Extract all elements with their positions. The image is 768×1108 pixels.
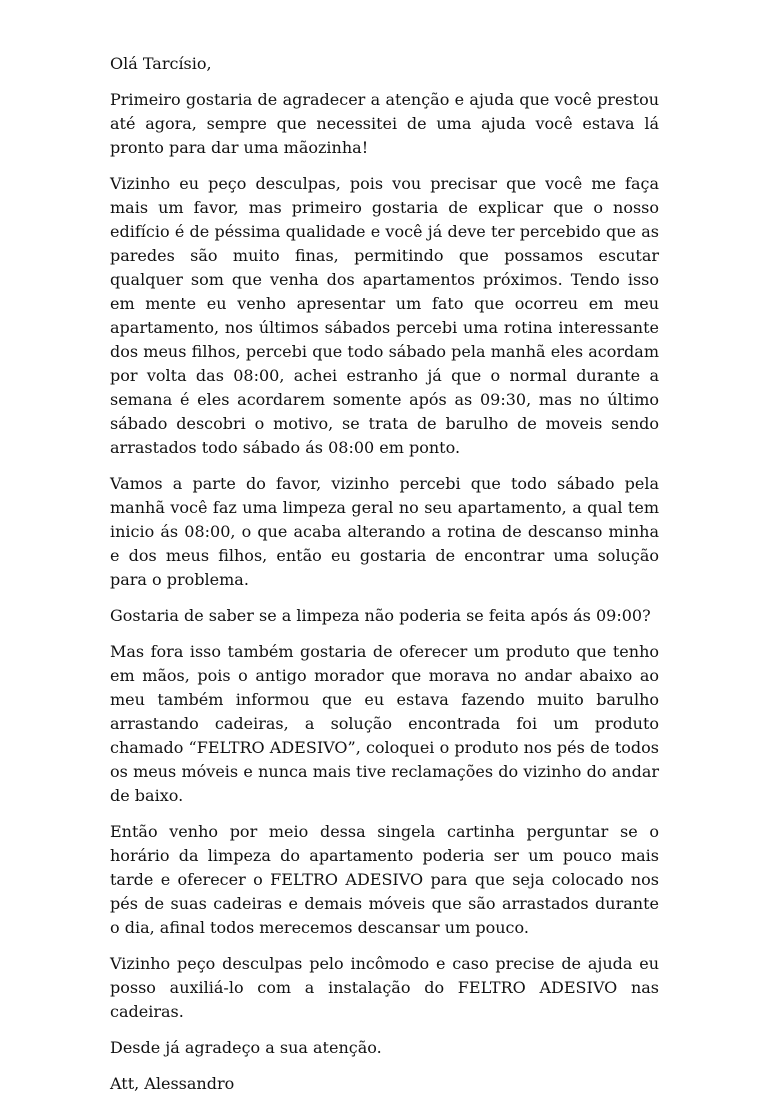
letter-greeting: Olá Tarcísio, xyxy=(110,54,212,73)
letter-body xyxy=(110,52,659,1108)
letter-paragraph: Primeiro gostaria de agradecer a atenção e ajuda que você prestou até agora, sempre que necessitei de uma ajuda você estava lá pronto para dar uma mãozinha! xyxy=(110,90,659,157)
letter-signature: Att, Alessandro xyxy=(110,1074,235,1093)
letter-paragraph: Vizinho eu peço desculpas, pois vou precisar que você me faça mais um favor, mas primeiro gostaria de explicar que o nosso edifício é de péssima qualidade e você já deve ter percebido que as paredes são muito finas, permitindo que possamos escutar qualquer som que venha dos apartamentos próximos. Tendo isso em mente eu venho apresentar um fato que ocorreu em meu apartamento, nos últimos sábados percebi uma rotina interessante dos meus filhos, percebi que todo sábado pela manhã eles acordam por volta das 08:00, achei estranho já que o normal durante a semana é eles acordarem somente após as 09:30, mas no último sábado descobri o motivo, se trata de barulho de moveis sendo arrastados todo sábado ás 08:00 em ponto. xyxy=(110,174,659,457)
letter-paragraph: Vamos a parte do favor, vizinho percebi que todo sábado pela manhã você faz uma limpeza geral no seu apartamento, a qual tem inicio ás 08:00, o que acaba alterando a rotina de descanso minha e dos meus filhos, então eu gostaria de encontrar uma solução para o problema. xyxy=(110,474,659,589)
letter-paragraph: Então venho por meio dessa singela cartinha perguntar se o horário da limpeza do apartamento poderia ser um pouco mais tarde e oferecer o FELTRO ADESIVO para que seja colocado nos pés de suas cadeiras e demais móveis que são arrastados durante o dia, afinal todos merecemos descansar um pouco. xyxy=(110,822,659,937)
letter-paragraph: Mas fora isso também gostaria de oferecer um produto que tenho em mãos, pois o antigo morador que morava no andar abaixo ao meu também informou que eu estava fazendo muito barulho arrastando cadeiras, a solução encontrada foi um produto chamado “FELTRO ADESIVO”, coloquei o produto nos pés de todos os meus móveis e nunca mais tive reclamações do vizinho do andar de baixo. xyxy=(110,642,659,805)
letter-paragraph: Vizinho peço desculpas pelo incômodo e caso precise de ajuda eu posso auxiliá-lo com a instalação do FELTRO ADESIVO nas cadeiras. xyxy=(110,954,659,1021)
letter-closing: Desde já agradeço a sua atenção. xyxy=(110,1038,382,1057)
letter-paragraph: Gostaria de saber se a limpeza não poderia se feita após ás 09:00? xyxy=(110,606,651,625)
